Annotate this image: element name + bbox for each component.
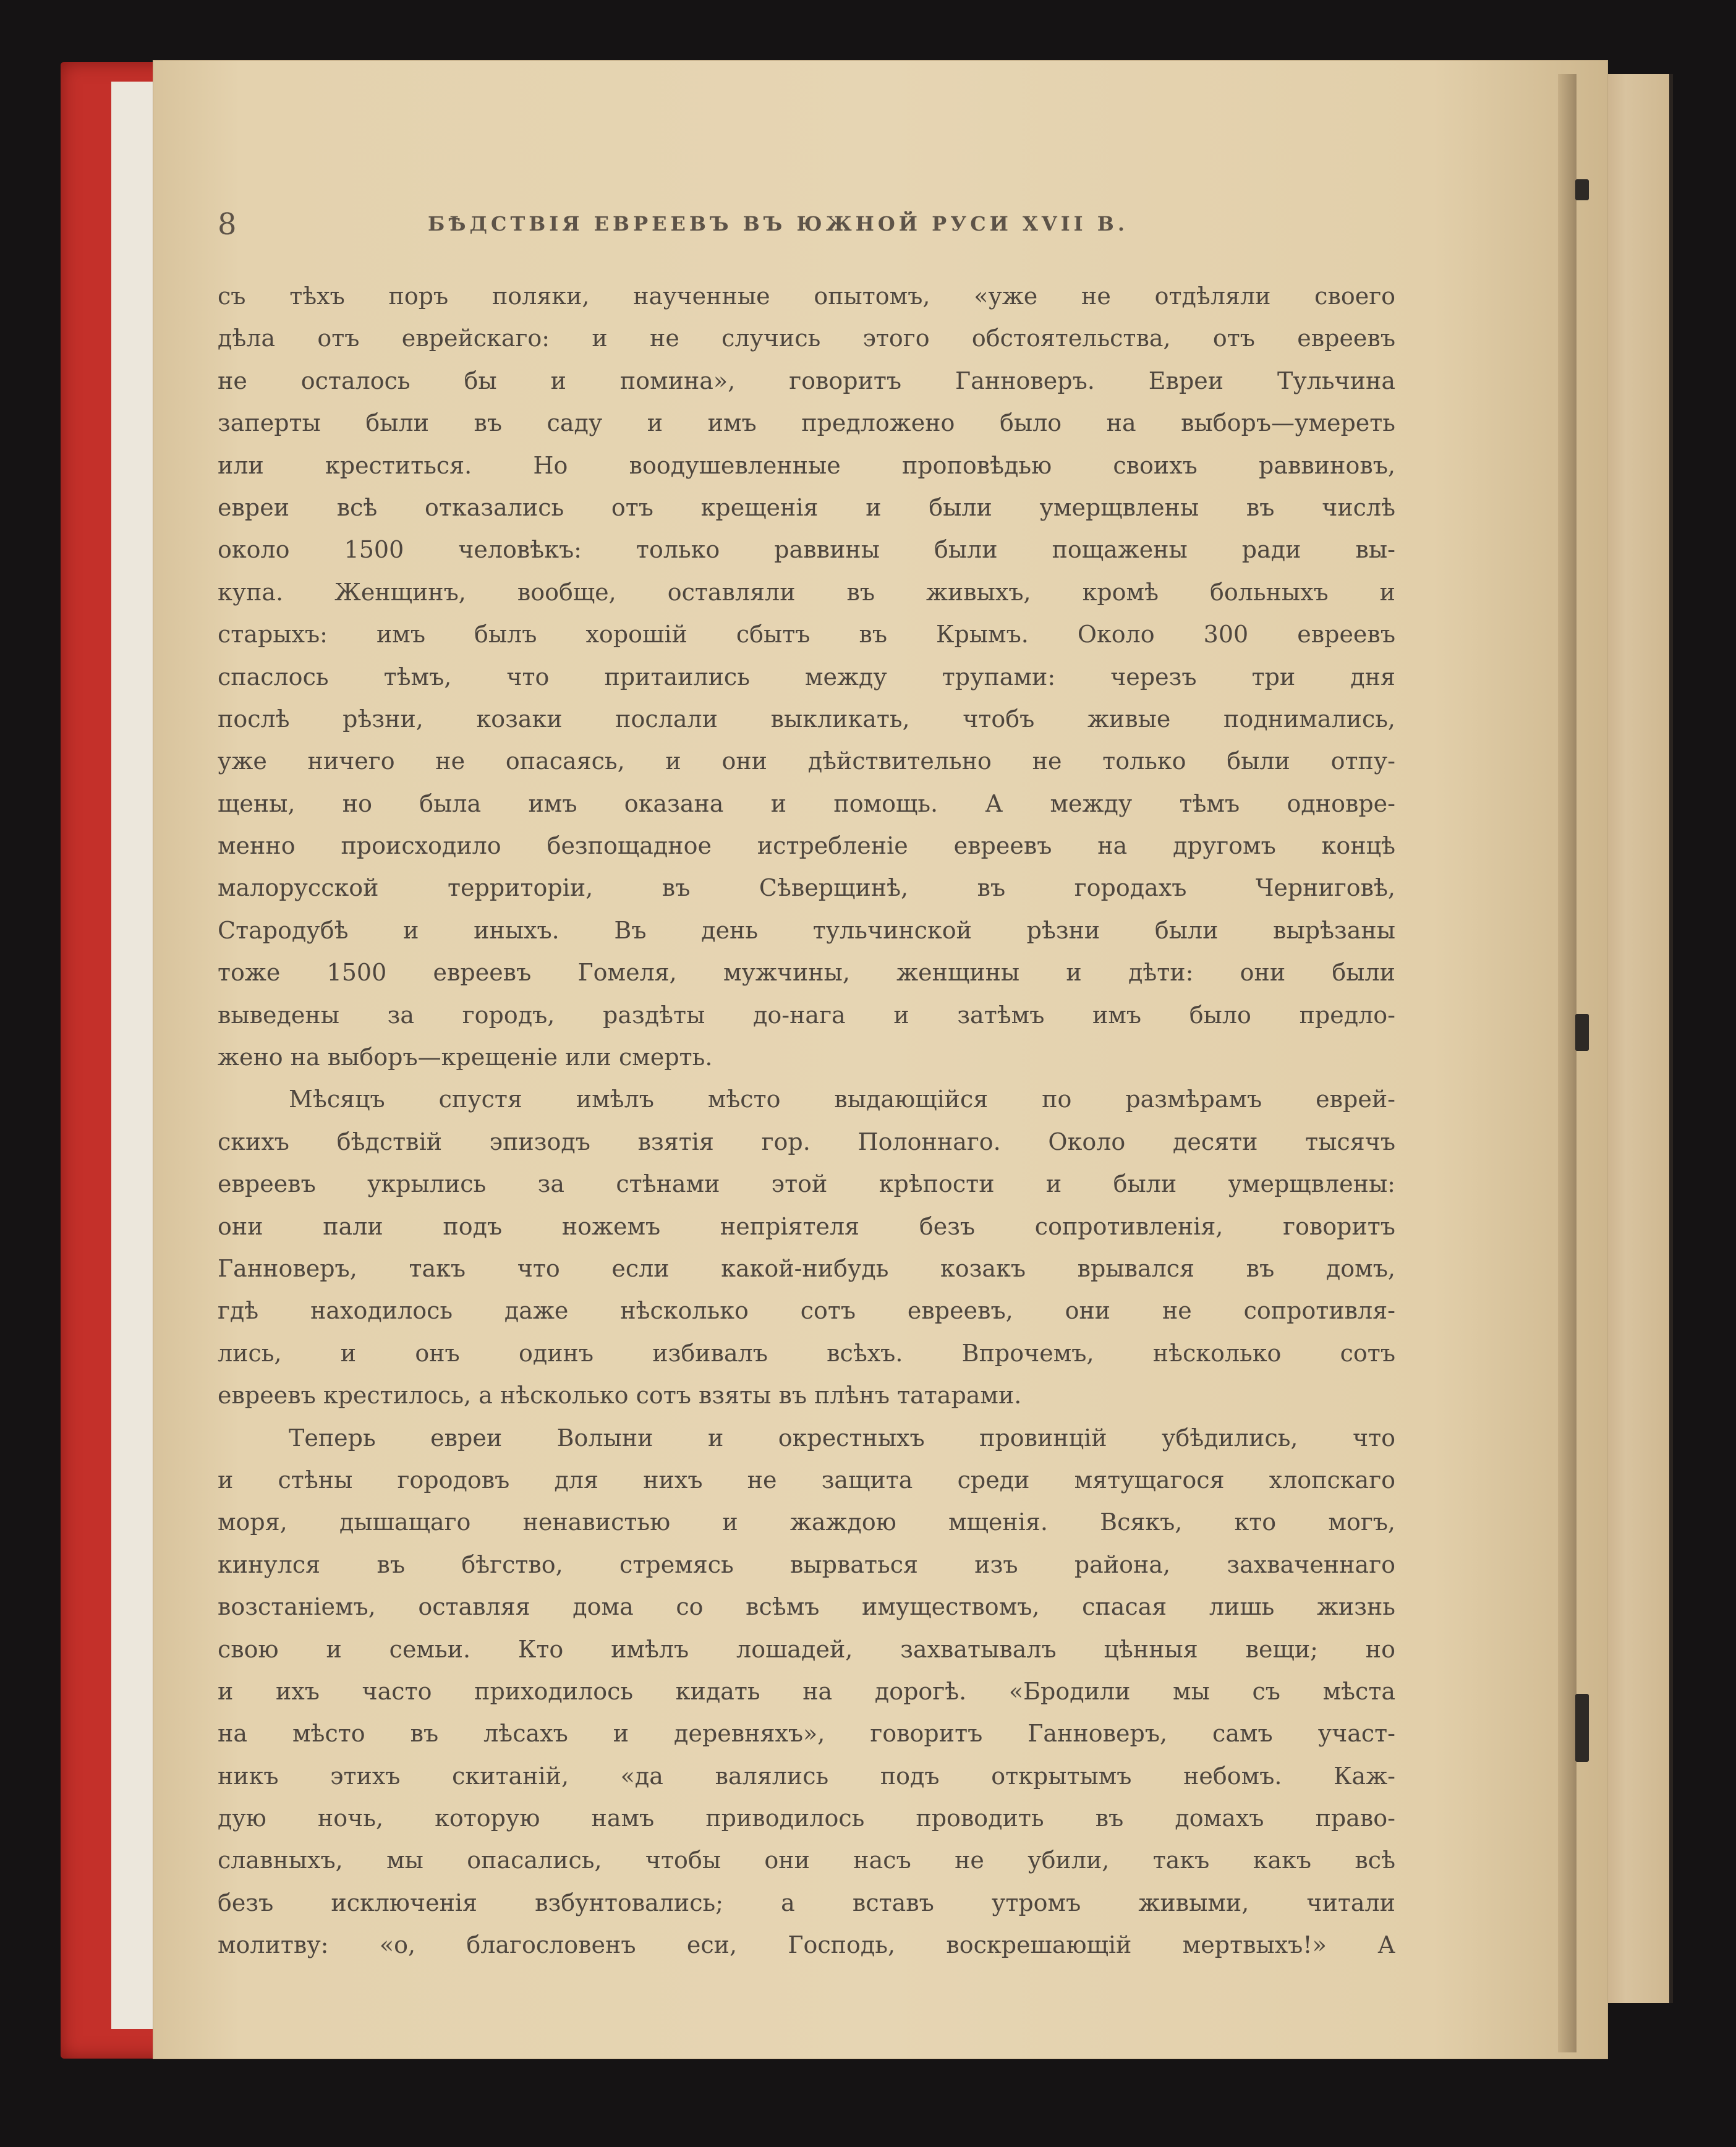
text-line: старыхъ: имъ былъ хорошій сбытъ въ Крымъ. Около 300 евреевъ bbox=[218, 621, 1395, 648]
text-line: молитву: «о, благословенъ еси, Господь, воскрешающій мертвыхъ!» А bbox=[218, 1931, 1395, 1959]
text-line: около 1500 человѣкъ: только раввины были пощажены ради вы- bbox=[218, 536, 1395, 564]
page-header bbox=[218, 207, 1392, 244]
text-line: гдѣ находилось даже нѣсколько сотъ евреевъ, они не сопротивля- bbox=[218, 1297, 1395, 1325]
text-line: дую ночь, которую намъ приводилось проводить въ домахъ право- bbox=[218, 1805, 1395, 1832]
binding-thread bbox=[1575, 1694, 1589, 1762]
text-line: послѣ рѣзни, козаки послали выкликать, чтобъ живые поднимались, bbox=[218, 705, 1395, 733]
text-line: безъ исключенія взбунтовались; а вставъ утромъ живыми, читали bbox=[218, 1889, 1395, 1916]
text-line: не осталось бы и помина», говоритъ Ганноверъ. Евреи Тульчина bbox=[218, 367, 1395, 394]
page-gutter bbox=[1558, 74, 1576, 2052]
text-line: евреевъ крестилось, а нѣсколько сотъ взяты въ плѣнъ татарами. bbox=[218, 1382, 1022, 1409]
text-line: и стѣны городовъ для нихъ не защита среди мятущагося хлопскаго bbox=[218, 1466, 1395, 1494]
text-line: или креститься. Но воодушевленные проповѣдью своихъ раввиновъ, bbox=[218, 451, 1395, 479]
text-line: евреи всѣ отказались отъ крещенія и были умерщвлены въ числѣ bbox=[218, 493, 1395, 521]
text-line: евреевъ укрылись за стѣнами этой крѣпости и были умерщвлены: bbox=[218, 1170, 1395, 1198]
text-line: моря, дышащаго ненавистью и жаждою мщенія. Всякъ, кто могъ, bbox=[218, 1508, 1395, 1536]
text-line: съ тѣхъ поръ поляки, наученные опытомъ, «уже не отдѣляли своего bbox=[218, 283, 1395, 310]
text-line: жено на выборъ—крещеніе или смерть. bbox=[218, 1044, 713, 1071]
text-line: спаслось тѣмъ, что притаились между трупами: черезъ три дня bbox=[218, 663, 1395, 691]
page-number: 8 bbox=[218, 207, 237, 242]
text-line: они пали подъ ножемъ непріятеля безъ сопротивленія, говоритъ bbox=[218, 1212, 1395, 1240]
text-line: выведены за городъ, раздѣты до-нага и затѣмъ имъ было предло- bbox=[218, 1001, 1395, 1029]
text-line: Мѣсяцъ спустя имѣлъ мѣсто выдающійся по размѣрамъ еврей- bbox=[289, 1086, 1395, 1113]
text-line: дѣла отъ еврейскаго: и не случись этого обстоятельства, отъ евреевъ bbox=[218, 325, 1395, 352]
text-line: Теперь евреи Волыни и окрестныхъ провинцій убѣдились, что bbox=[289, 1424, 1395, 1452]
text-line: малорусской территоріи, въ Сѣверщинѣ, въ городахъ Черниговѣ, bbox=[218, 874, 1395, 902]
text-line: Ганноверъ, такъ что если какой-нибудь козакъ врывался въ домъ, bbox=[218, 1254, 1395, 1282]
text-line: купа. Женщинъ, вообще, оставляли въ живыхъ, кромѣ больныхъ и bbox=[218, 578, 1395, 606]
text-line: кинулся въ бѣгство, стремясь вырваться изъ района, захваченнаго bbox=[218, 1550, 1395, 1578]
binding-thread bbox=[1575, 1014, 1589, 1051]
text-line: свою и семьи. Кто имѣлъ лошадей, захватывалъ цѣнныя вещи; но bbox=[218, 1635, 1395, 1663]
text-line: славныхъ, мы опасались, чтобы они насъ не убили, такъ какъ всѣ bbox=[218, 1847, 1395, 1874]
text-line: уже ничего не опасаясь, и они дѣйствительно не только были отпу- bbox=[218, 747, 1395, 775]
text-line: скихъ бѣдствій эпизодъ взятія гор. Полоннаго. Около десяти тысячъ bbox=[218, 1128, 1395, 1155]
text-line: заперты были въ саду и имъ предложено было на выборъ—умереть bbox=[218, 409, 1395, 437]
text-line: никъ этихъ скитаній, «да валялись подъ открытымъ небомъ. Каж- bbox=[218, 1762, 1395, 1790]
text-line: лись, и онъ одинъ избивалъ всѣхъ. Впрочемъ, нѣсколько сотъ bbox=[218, 1339, 1395, 1367]
text-line: Стародубѣ и иныхъ. Въ день тульчинской рѣзни были вырѣзаны bbox=[218, 916, 1395, 944]
body-text bbox=[218, 275, 1395, 1966]
text-line: на мѣсто въ лѣсахъ и деревняхъ», говоритъ Ганноверъ, самъ участ- bbox=[218, 1720, 1395, 1748]
text-line: возстаніемъ, оставляя дома со всѣмъ имуществомъ, спасая лишь жизнь bbox=[218, 1593, 1395, 1621]
text-line: менно происходило безпощадное истребленіе евреевъ на другомъ концѣ bbox=[218, 832, 1395, 860]
running-title: БѢДСТВІЯ ЕВРЕЕВЪ ВЪ ЮЖНОЙ РУСИ XVII В. bbox=[428, 212, 1128, 236]
text-line: и ихъ часто приходилось кидать на дорогѣ. «Бродили мы съ мѣста bbox=[218, 1677, 1395, 1705]
binding-thread bbox=[1575, 179, 1589, 200]
text-line: тоже 1500 евреевъ Гомеля, мужчины, женщины и дѣти: они были bbox=[218, 959, 1395, 987]
text-line: щены, но была имъ оказана и помощь. А между тѣмъ одновре- bbox=[218, 789, 1395, 817]
